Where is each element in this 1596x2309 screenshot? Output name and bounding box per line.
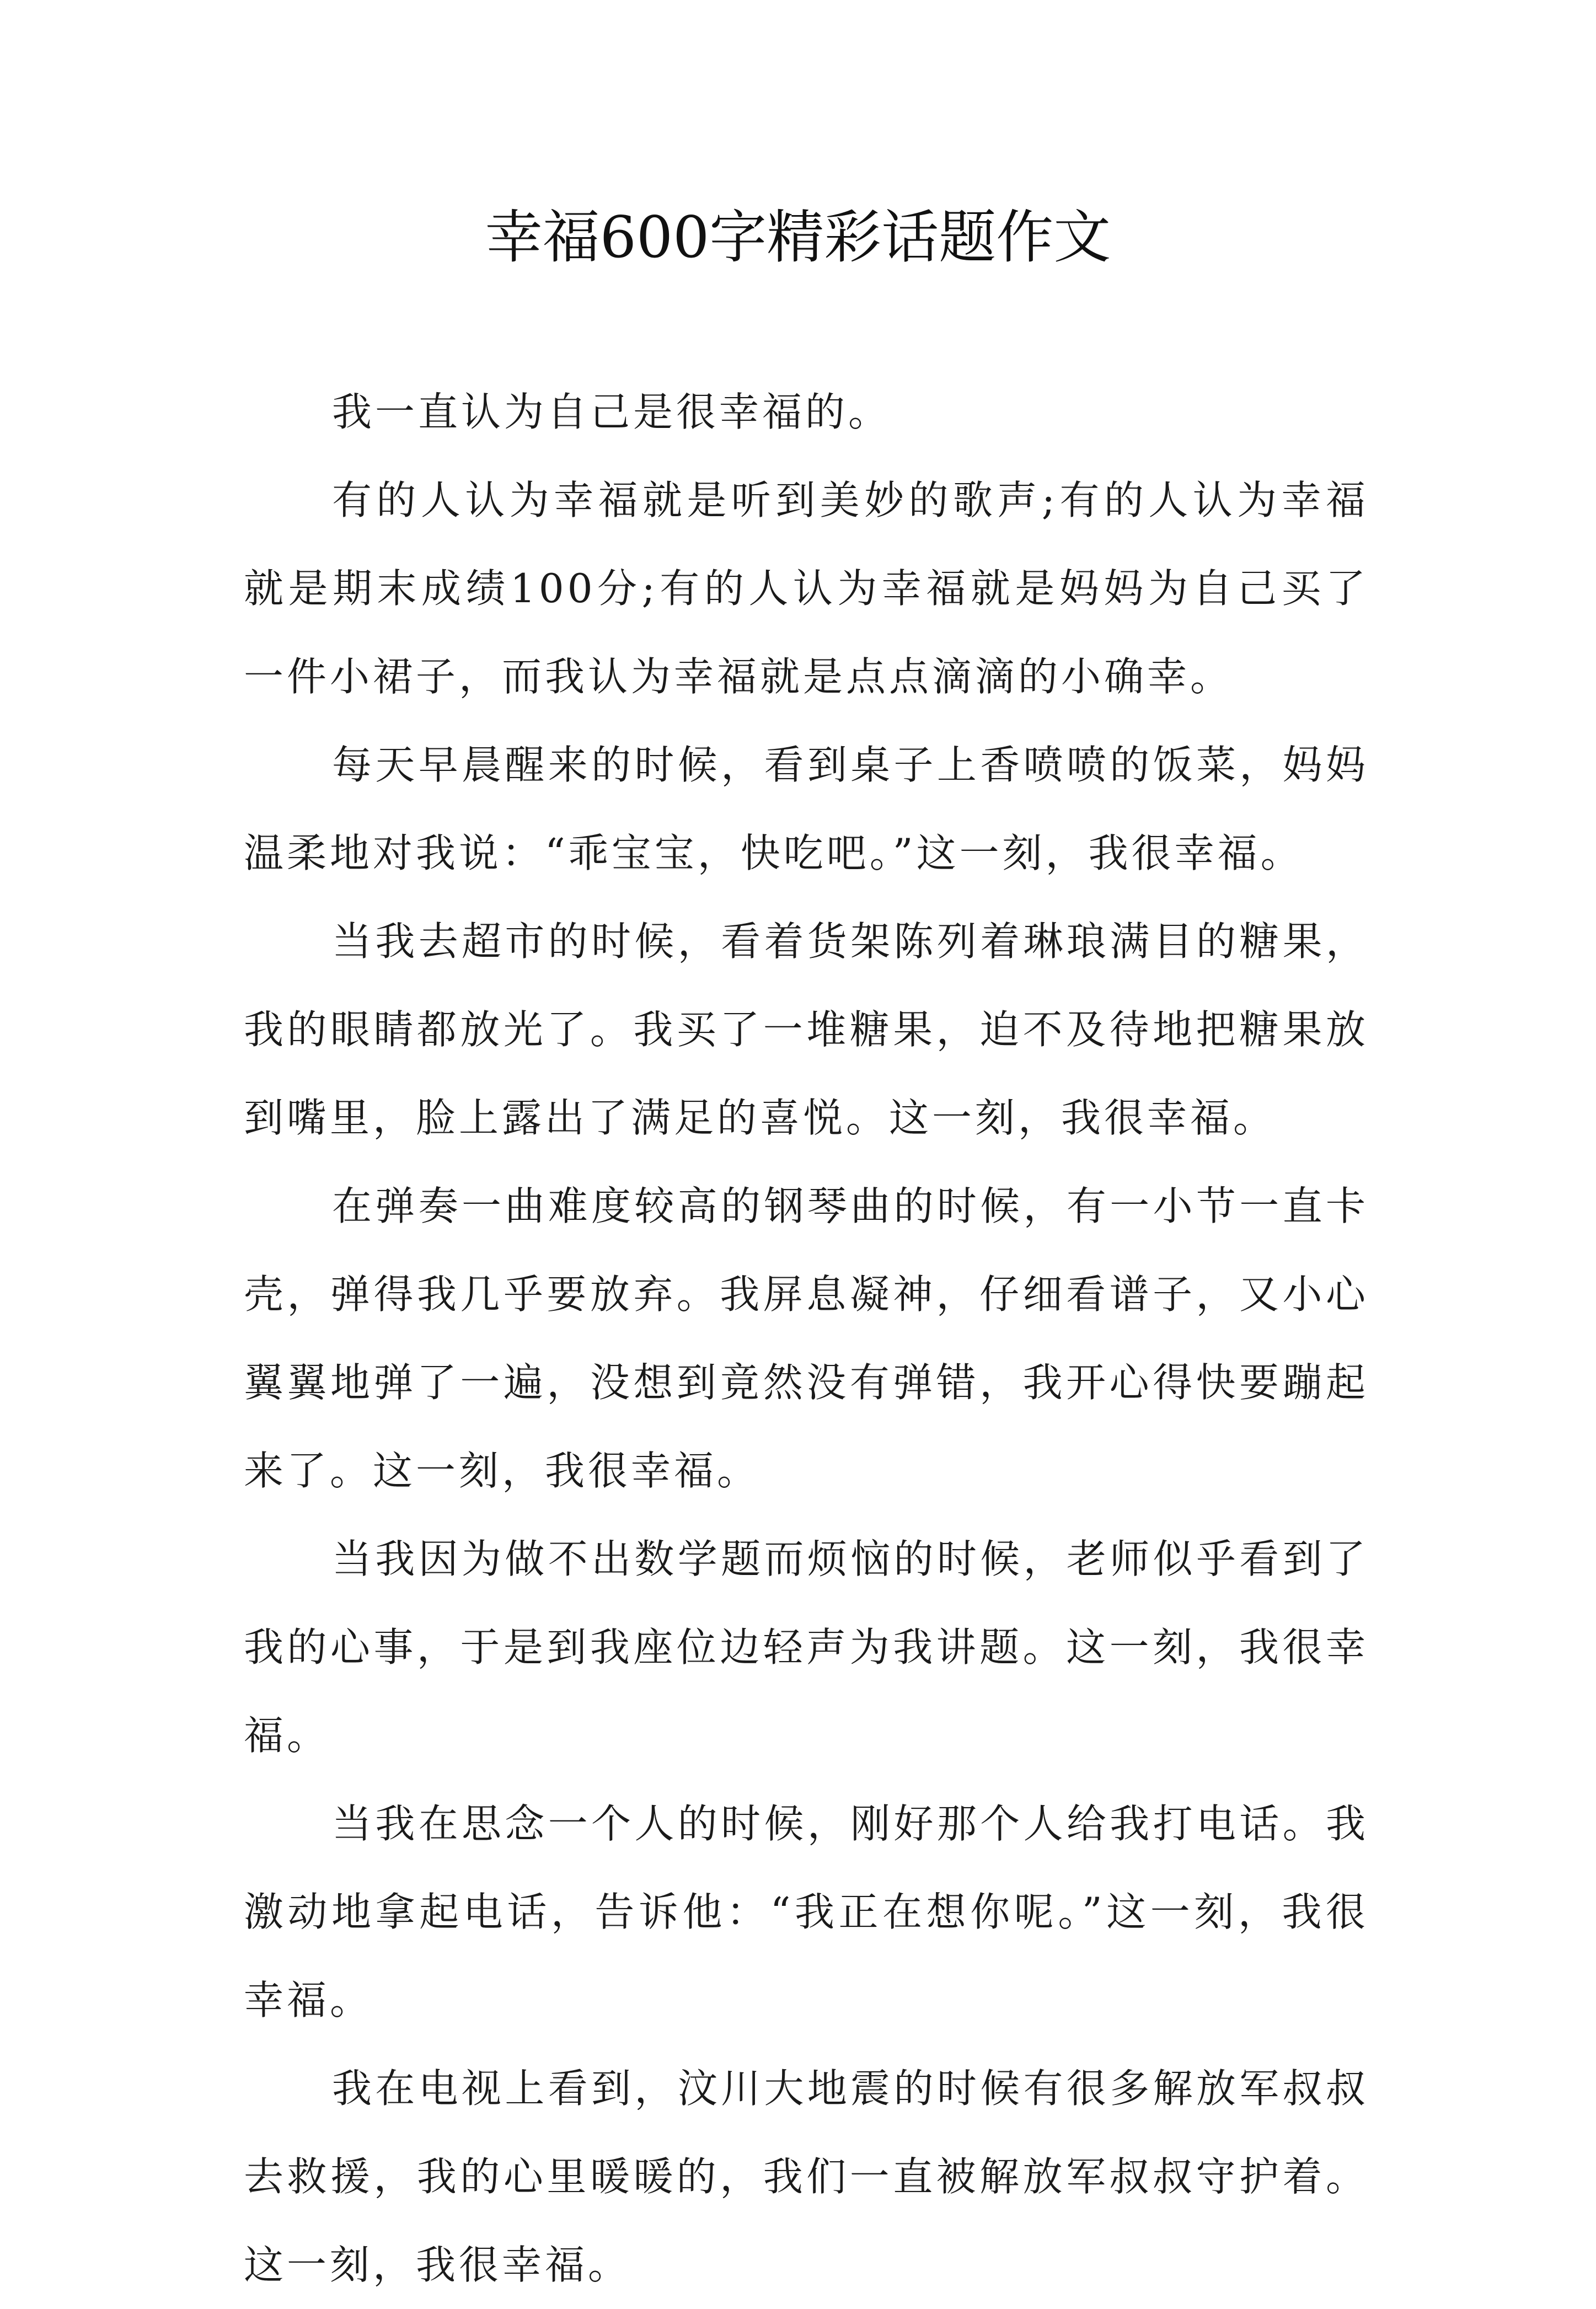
paragraph: 我一直认为自己是很幸福的。 (332, 389, 892, 435)
paragraph: 当我因为做不出数学题而烦恼的时候，老师似乎看到了我的心事，于是到我座位边轻声为我讲题。这一刻，我很幸福。 (244, 1536, 1369, 1759)
paragraph: 在弹奏一曲难度较高的钢琴曲的时候，有一小节一直卡壳，弹得我几乎要放弃。我屏息凝神，仔细看谱子，又小心翼翼地弹了一遍，没想到竟然没有弹错，我开心得快要蹦起来了。这一刻，我很幸福。 (244, 1183, 1369, 1494)
document-body (244, 368, 1369, 2309)
paragraph: 当我在思念一个人的时候，刚好那个人给我打电话。我激动地拿起电话，告诉他：“我正在想你呢。”这一刻，我很幸福。 (244, 1801, 1369, 2023)
paragraph: 我在电视上看到，汶川大地震的时候有很多解放军叔叔去救援，我的心里暖暖的，我们一直被解放军叔叔守护着。这一刻，我很幸福。 (244, 2065, 1369, 2288)
document-title: 幸福600字精彩话题作文 (485, 203, 1111, 271)
paragraph: 有的人认为幸福就是听到美妙的歌声;有的人认为幸福就是期末成绩100分;有的人认为幸福就是妈妈为自己买了一件小裙子，而我认为幸福就是点点滴滴的小确幸。 (244, 477, 1369, 700)
paragraph: 当我去超市的时候，看着货架陈列着琳琅满目的糖果，我的眼睛都放光了。我买了一堆糖果，迫不及待地把糖果放到嘴里，脸上露出了满足的喜悦。这一刻，我很幸福。 (244, 918, 1369, 1141)
paragraph: 每天早晨醒来的时候，看到桌子上香喷喷的饭菜，妈妈温柔地对我说：“乖宝宝，快吃吧。”这一刻，我很幸福。 (244, 742, 1369, 876)
